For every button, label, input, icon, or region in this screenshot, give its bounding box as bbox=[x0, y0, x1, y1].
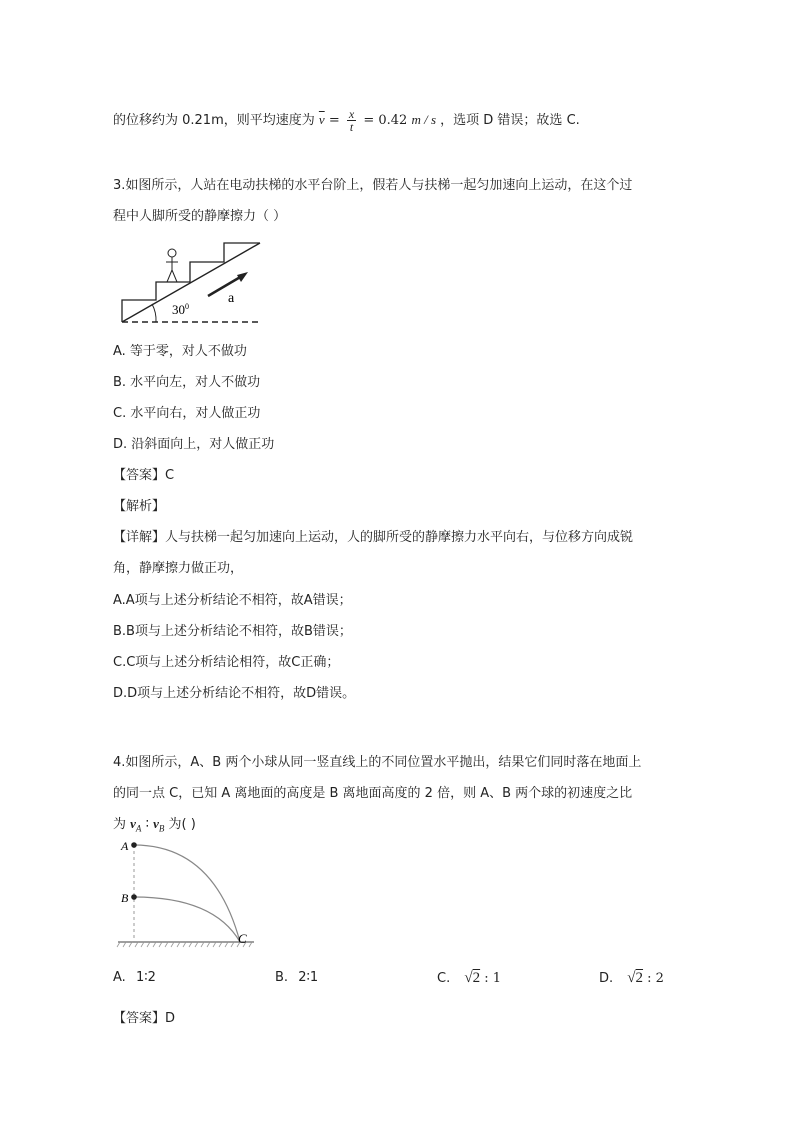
label-b: B bbox=[121, 891, 129, 905]
q3-option-c: C. 水平向右，对人做正功 bbox=[113, 406, 261, 421]
angle-arc bbox=[152, 304, 156, 322]
angle-value: 30 bbox=[172, 302, 185, 317]
q4-option-d-root: √2 bbox=[627, 970, 644, 986]
q3-detail-item-c: C.C项与上述分析结论相符，故C正确； bbox=[113, 655, 340, 670]
q4-option-c-tail: : 1 bbox=[484, 971, 502, 986]
q4-option-b-prefix: B. bbox=[275, 970, 289, 985]
q3-analysis-heading: 【解析】 bbox=[113, 499, 166, 514]
q4-option-d-prefix: D. bbox=[599, 971, 614, 986]
q4-stem-line3 bbox=[113, 815, 196, 838]
projectile-figure bbox=[114, 836, 264, 956]
fraction bbox=[347, 108, 356, 133]
intro-prefix: 的位移约为 0.21m，则平均速度为 bbox=[113, 113, 315, 128]
q3-option-d: D. 沿斜面向上，对人做正功 bbox=[113, 437, 275, 452]
q4-line3-suffix: 为( ) bbox=[168, 817, 196, 832]
q4-option-a-value: 1∶2 bbox=[135, 970, 156, 985]
q3-detail-item-a: A.A项与上述分析结论不相符，故A错误； bbox=[113, 593, 352, 608]
q3-option-a: A. 等于零，对人不做功 bbox=[113, 344, 247, 359]
trajectory-a bbox=[134, 845, 240, 942]
person-figure bbox=[166, 249, 178, 282]
q4-option-c-prefix: C. bbox=[437, 971, 451, 986]
intro-suffix: ，选项 D 错误；故选 C. bbox=[440, 113, 580, 128]
q3-detail-line1: 【详解】人与扶梯一起匀加速向上运动，人的脚所受的静摩擦力水平向右，与位移方向成锐 bbox=[113, 530, 634, 545]
q4-option-d-tail: : 2 bbox=[647, 971, 664, 986]
velocity-unit: m / s bbox=[411, 112, 437, 127]
acceleration-arrowhead bbox=[237, 272, 248, 282]
fraction-denominator: t bbox=[349, 120, 354, 134]
vbar-symbol: $\overline{v}$ bbox=[318, 112, 325, 127]
q4-option-a-prefix: A. bbox=[113, 970, 126, 985]
escalator-figure bbox=[120, 238, 270, 328]
incline-line bbox=[122, 243, 260, 322]
q4-line3-prefix: 为 bbox=[113, 817, 131, 832]
q4-option-a bbox=[113, 970, 156, 985]
velocity-value: = 0.42 bbox=[363, 113, 408, 128]
equals-sign: = bbox=[328, 113, 340, 128]
q3-option-b: B. 水平向左，对人不做功 bbox=[113, 375, 261, 390]
ball-b bbox=[131, 894, 137, 900]
q4-answer: 【答案】D bbox=[113, 1011, 176, 1026]
fraction-numerator: x bbox=[348, 107, 355, 121]
ground-hatching bbox=[117, 942, 252, 947]
q4-option-b-value: 2∶1 bbox=[298, 970, 319, 985]
q4-stem-line1: 4.如图所示，A、B 两个小球从同一竖直线上的不同位置水平抛出，结果它们同时落在地面上 bbox=[113, 755, 642, 770]
trajectory-b bbox=[134, 897, 240, 942]
label-c: C bbox=[238, 931, 247, 946]
intro-line bbox=[113, 108, 580, 133]
acceleration-label: a bbox=[228, 291, 235, 306]
q3-detail-item-b: B.B项与上述分析结论不相符，故B错误； bbox=[113, 624, 352, 639]
q4-option-d-radicand: 2 bbox=[635, 970, 644, 986]
ratio-colon: ∶ bbox=[145, 817, 149, 832]
q4-option-c-root: √2 bbox=[464, 970, 481, 986]
q3-detail-line2: 角，静摩擦力做正功， bbox=[113, 561, 244, 576]
label-a: A bbox=[121, 839, 129, 853]
q4-stem-line2: 的同一点 C，已知 A 离地面的高度是 B 离地面高度的 2 倍，则 A、B 两个球的初速度之比 bbox=[113, 786, 633, 801]
q4-option-c-radicand: 2 bbox=[472, 970, 481, 986]
velocity-b-subscript: B bbox=[158, 823, 165, 834]
ball-a bbox=[131, 842, 137, 848]
q3-stem-line2: 程中人脚所受的静摩擦力（ ） bbox=[113, 209, 287, 224]
q3-detail-item-d: D.D项与上述分析结论不相符，故D错误。 bbox=[113, 686, 356, 701]
velocity-a-symbol: v bbox=[130, 816, 136, 831]
q4-option-d bbox=[599, 970, 664, 987]
q4-option-c bbox=[437, 970, 501, 987]
angle-degree: 0 bbox=[185, 302, 189, 311]
velocity-a-subscript: A bbox=[135, 823, 142, 834]
angle-label bbox=[172, 302, 189, 317]
velocity-b-symbol: v bbox=[153, 816, 159, 831]
q4-option-b bbox=[275, 970, 318, 985]
q3-answer: 【答案】C bbox=[113, 468, 175, 483]
acceleration-arrow bbox=[208, 276, 242, 296]
q3-stem-line1: 3.如图所示，人站在电动扶梯的水平台阶上，假若人与扶梯一起匀加速向上运动，在这个过 bbox=[113, 178, 633, 193]
